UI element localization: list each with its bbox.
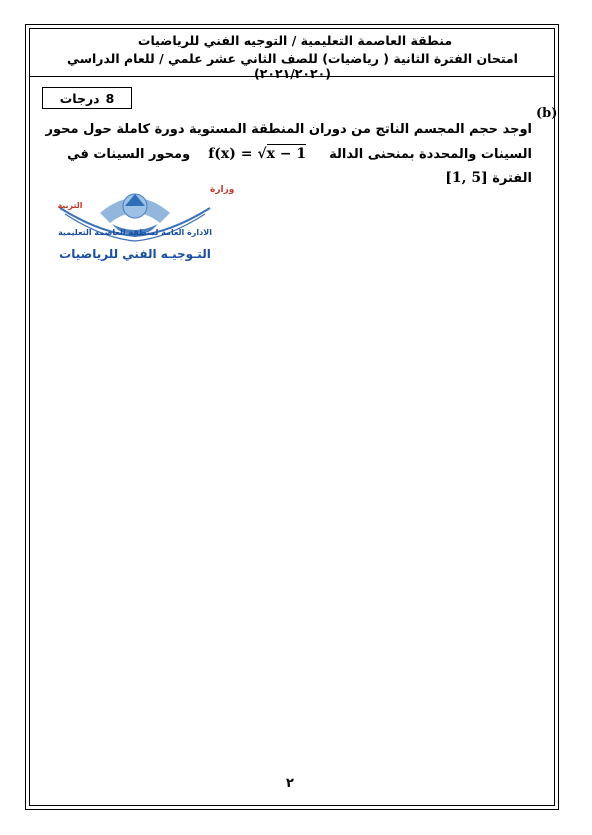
question-line-3-text: الفترة xyxy=(492,171,532,186)
logo-text-line1: الادارة العامة لمنطقة العاصمة التعليمية xyxy=(58,228,212,237)
score-unit: درجات xyxy=(59,90,100,106)
question-line-2-start: السينات والمحددة بمنحنى الدالة xyxy=(329,147,532,162)
header-divider xyxy=(29,76,555,77)
header-subtitle: امتحان الفترة الثانية ( رياضيات) للصف الثاني عشر علمي / للعام الدراسي (٢٠٢١/٢٠٢٠) xyxy=(67,51,518,81)
function-formula xyxy=(208,144,311,162)
logo-text-left: التربية xyxy=(57,201,83,210)
header-title: منطقة العاصمة التعليمية / التوجيه الفني للرياضيات xyxy=(137,33,453,48)
sqrt-symbol: √ xyxy=(257,146,267,162)
function-radicand: x − 1 xyxy=(266,146,307,162)
question-part-label: (b) xyxy=(536,106,558,121)
score-box xyxy=(42,87,132,109)
logo-text-line2: التـوجيـه الفني للرياضيات xyxy=(59,247,211,261)
ministry-logo xyxy=(40,178,235,268)
question-line-2 xyxy=(67,146,532,162)
logo-text-top: وزارة xyxy=(210,185,235,195)
page-number: ٢ xyxy=(286,776,294,791)
question-line-1: اوجد حجم المجسم الناتج من دوران المنطقة المستوية دورة كاملة حول محور xyxy=(45,122,532,137)
function-lhs: f(x) = xyxy=(208,146,258,162)
interval: [1, 5] xyxy=(445,170,488,186)
question-line-3 xyxy=(445,170,532,186)
score-value: 8 xyxy=(105,90,115,106)
question-line-2-end: ومحور السينات في xyxy=(67,147,191,162)
